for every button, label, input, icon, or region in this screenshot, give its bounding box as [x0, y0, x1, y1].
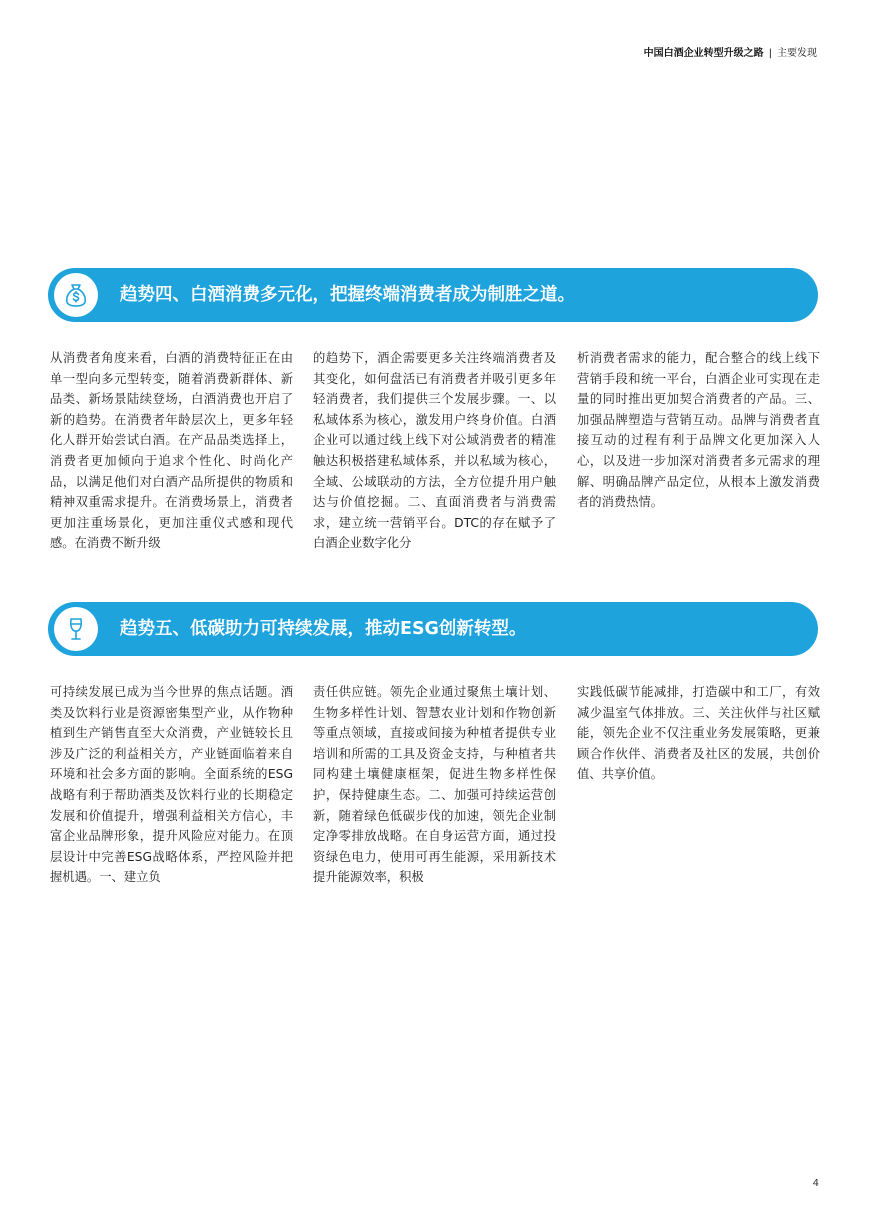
header-separator: | [768, 48, 772, 59]
body-column: 实践低碳节能减排，打造碳中和工厂，有效减少温室气体排放。三、关注伙伴与社区赋能，领先企业不仅注重业务发展策略，更兼顾合作伙伴、消费者及社区的发展，共创价值、共享价值。 [577, 685, 820, 782]
report-title: 中国白酒企业转型升级之路 [643, 48, 764, 59]
section-name: 主要发现 [777, 48, 817, 59]
trend-five-title: 趋势五、低碳助力可持续发展，推动ESG创新转型。 [120, 619, 527, 639]
body-column: 责任供应链。领先企业通过聚焦土壤计划、生物多样性计划、智慧农业计划和作物创新等重点领域，直接或间接为种植者提供专业培训和所需的工具及资金支持，与种植者共同构建土壤健康框架，促进生物多样性保护，保持健康生态。二、加强可持续运营创新，随着绿色低碳步伐的加速，领先企业制定净零排放战略。在自身运营方面，通过投资绿色电力，使用可再生能源，采用新技术提升能源效率，积极 [313, 685, 556, 885]
body-column: 从消费者角度来看，白酒的消费特征正在由单一型向多元型转变，随着消费新群体、新品类、新场景陆续登场，白酒消费也开启了新的趋势。在消费者年龄层次上，更多年轻化人群开始尝试白酒。在产品品类选择上，消费者更加倾向于追求个性化、时尚化产品，以满足他们对白酒产品所提供的物质和精神双重需求提升。在消费场景上，消费者更加注重场景化，更加注重仪式感和现代感。在消费不断升级 [50, 351, 293, 551]
running-header [644, 47, 817, 61]
trend-five-banner [48, 602, 818, 656]
money-bag-icon [54, 273, 98, 317]
body-column: 的趋势下，酒企需要更多关注终端消费者及其变化，如何盘活已有消费者并吸引更多年轻消费者，我们提供三个发展步骤。一、以私域体系为核心，激发用户终身价值。白酒企业可以通过线上线下对公域消费者的精准触达积极搭建私域体系，并以私域为核心，全域、公域联动的方法，全方位提升用户触达与价值挖掘。二、直面消费者与消费需求，建立统一营销平台。DTC的存在赋予了白酒企业数字化分 [313, 351, 556, 551]
trend-four-banner [48, 268, 818, 322]
body-column: 析消费者需求的能力，配合整合的线上线下营销手段和统一平台，白酒企业可实现在走量的同时推出更加契合消费者的产品。三、加强品牌塑造与营销互动。品牌与消费者直接互动的过程有利于品牌文化更加深入人心，以及进一步加深对消费者多元需求的理解、明确品牌产品定位，从根本上激发消费者的消费热情。 [577, 351, 820, 510]
trend-four-title: 趋势四、白酒消费多元化，把握终端消费者成为制胜之道。 [120, 285, 575, 305]
wine-glass-icon [54, 607, 98, 651]
body-column: 可持续发展已成为当今世界的焦点话题。酒类及饮料行业是资源密集型产业，从作物种植到生产销售直至大众消费，产业链较长且涉及广泛的利益相关方，产业链面临着来自环境和社会多方面的影响。全面系统的ESG战略有利于帮助酒类及饮料行业的长期稳定发展和价值提升，增强利益相关方信心，丰富企业品牌形象，提升风险应对能力。在顶层设计中完善ESG战略体系，严控风险并把握机遇。一、建立负 [50, 685, 293, 885]
page-number: 4 [812, 1178, 819, 1189]
